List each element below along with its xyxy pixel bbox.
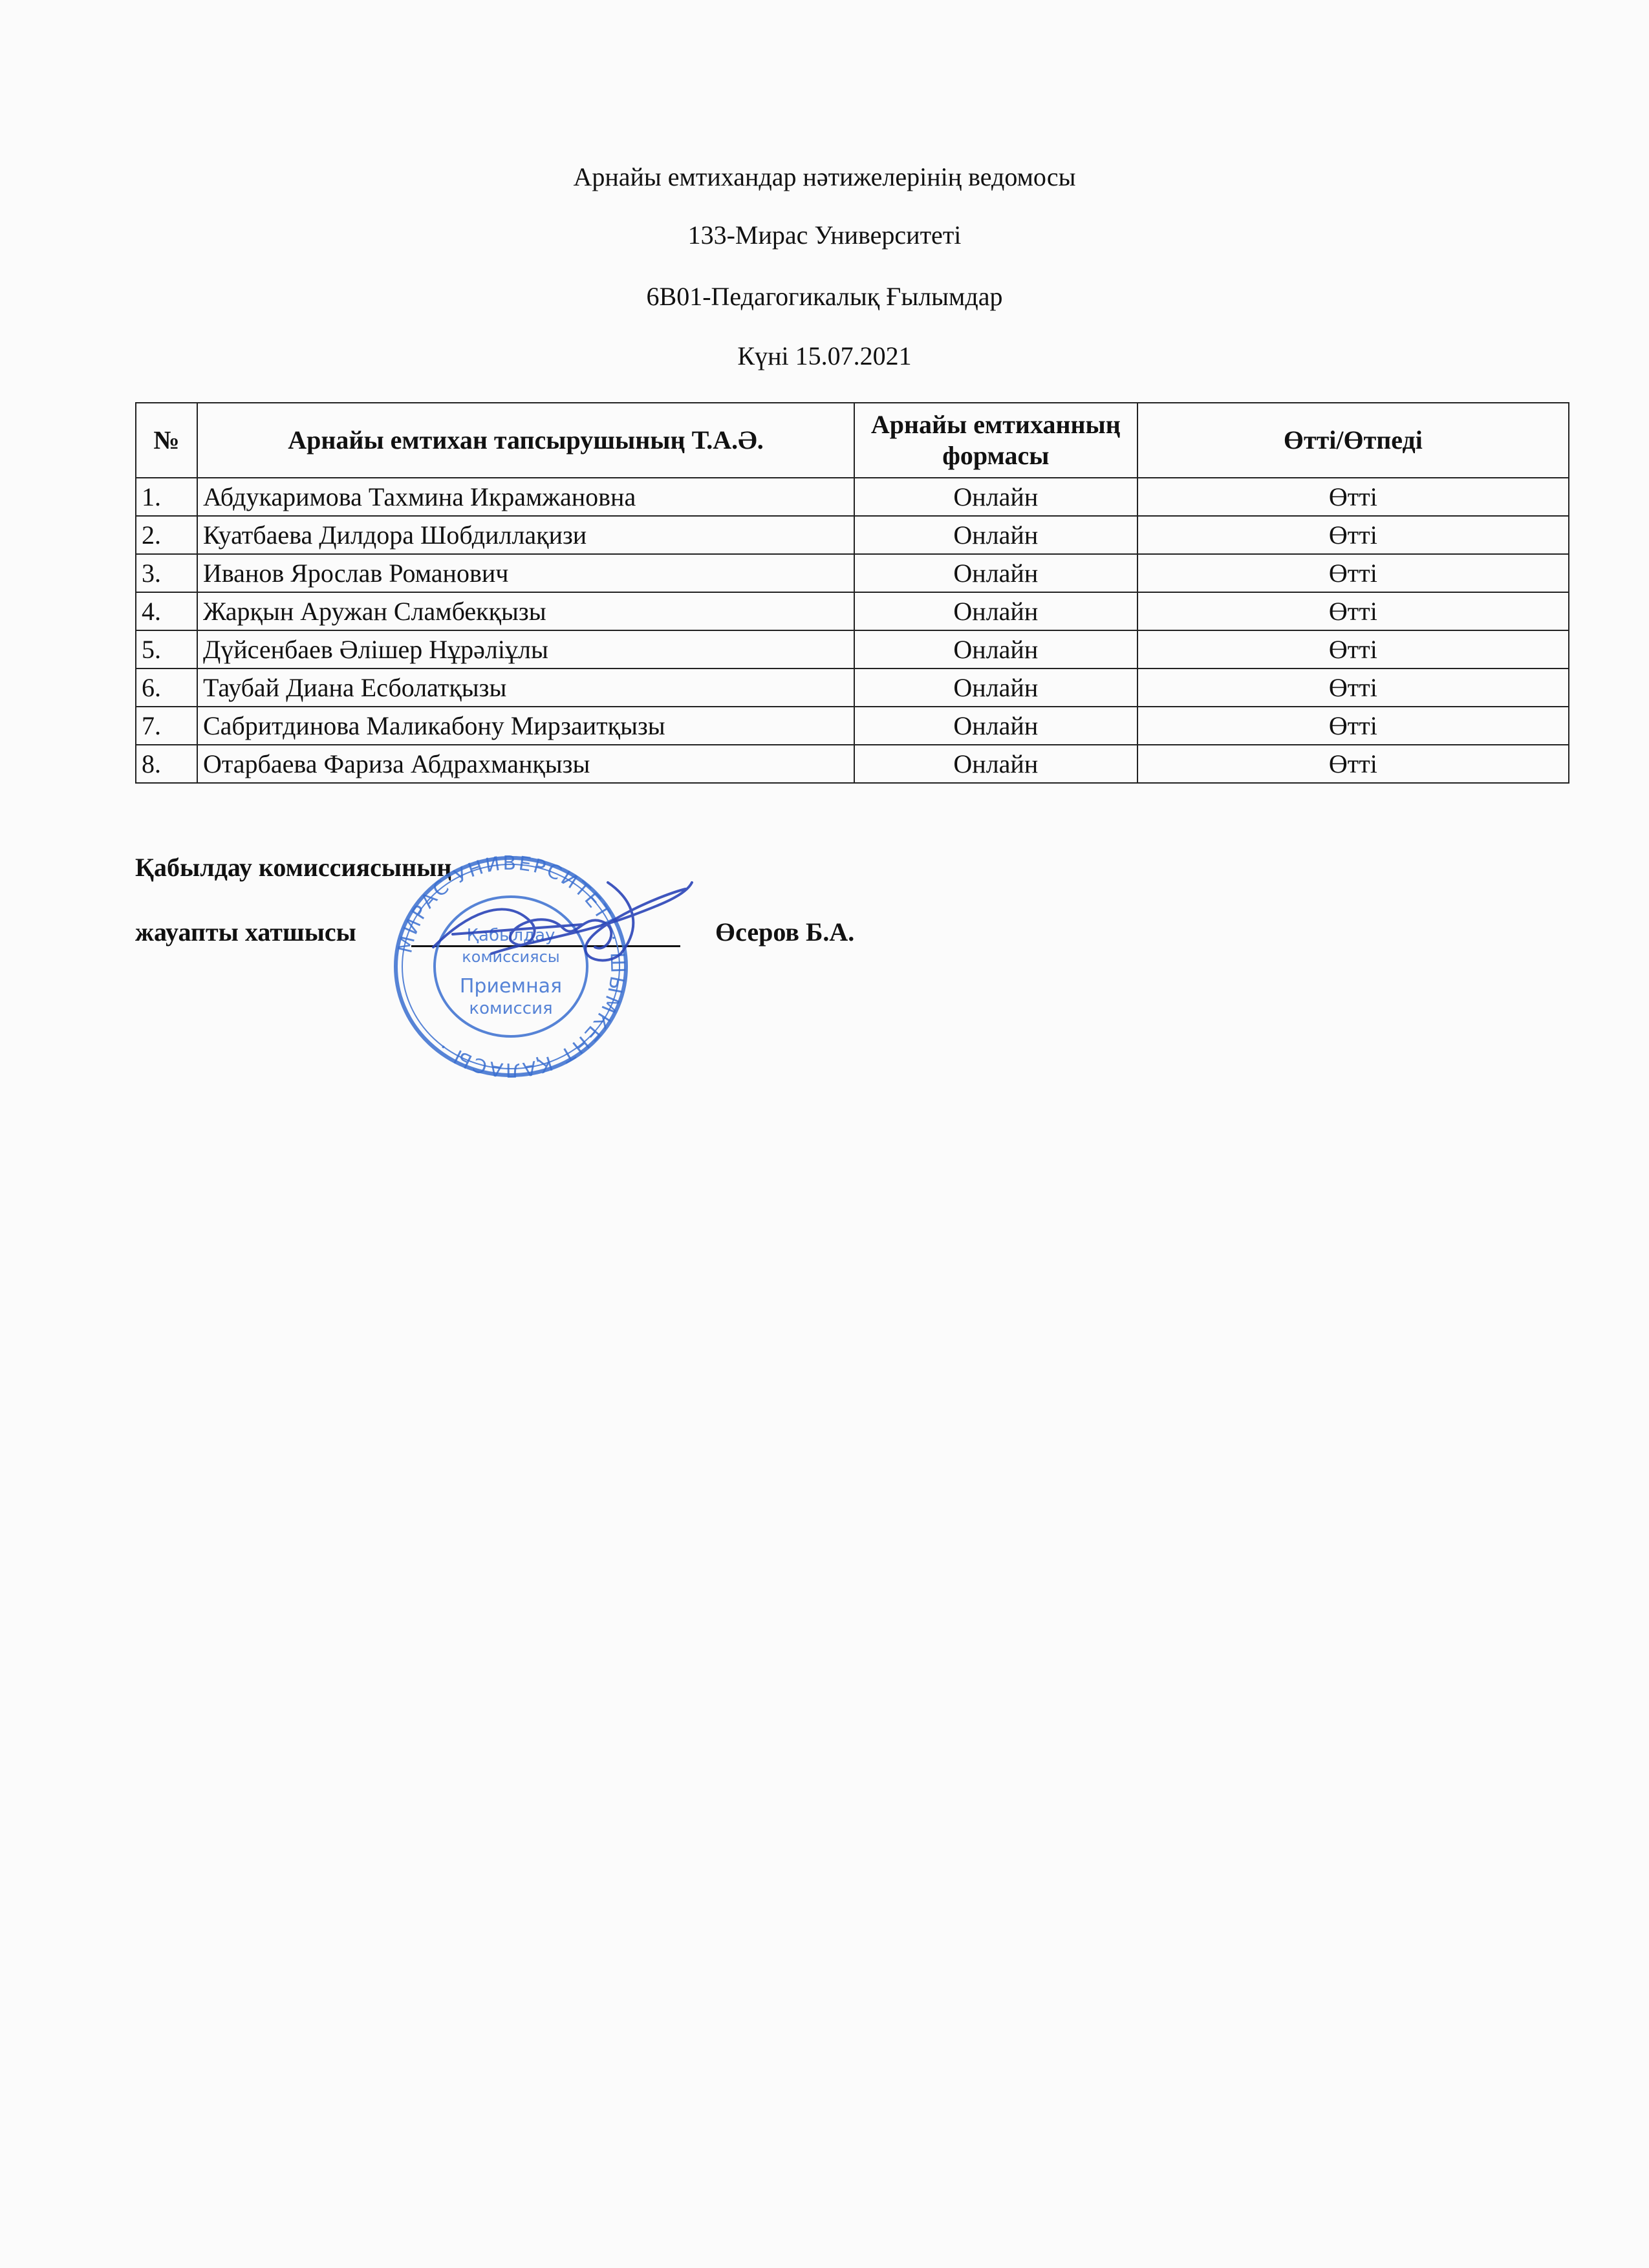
row-form: Онлайн <box>854 630 1137 669</box>
row-form: Онлайн <box>854 592 1137 630</box>
table-row <box>136 592 1569 630</box>
row-result: Өтті <box>1137 554 1569 592</box>
table-row <box>136 745 1569 783</box>
table-row <box>136 478 1569 516</box>
row-name: Дүйсенбаев Әлішер Нұрәліұлы <box>197 630 854 669</box>
handwritten-signature-icon <box>414 870 698 973</box>
row-num: 4. <box>136 592 197 630</box>
table-row <box>136 554 1569 592</box>
svg-text:МИРАС УНИВЕРСИТЕТІ · ШЫМКЕНТ Қ: МИРАС УНИВЕРСИТЕТІ · ШЫМКЕНТ ҚАЛАСЫ · <box>394 851 629 1082</box>
row-result: Өтті <box>1137 592 1569 630</box>
table-row <box>136 707 1569 745</box>
row-form: Онлайн <box>854 669 1137 707</box>
signature-label-line2: жауапты хатшысы <box>135 917 356 947</box>
table-header-row <box>136 403 1569 478</box>
row-num: 6. <box>136 669 197 707</box>
row-num: 8. <box>136 745 197 783</box>
svg-text:Қабылдау: Қабылдау <box>466 926 555 945</box>
row-form: Онлайн <box>854 516 1137 554</box>
university-name: 133-Мирас Университеті <box>687 220 962 250</box>
row-name: Жарқын Аружан Сламбекқызы <box>197 592 854 630</box>
table-row <box>136 669 1569 707</box>
row-form: Онлайн <box>854 554 1137 592</box>
row-result: Өтті <box>1137 516 1569 554</box>
row-result: Өтті <box>1137 669 1569 707</box>
row-num: 5. <box>136 630 197 669</box>
row-name: Отарбаева Фариза Абдрахманқызы <box>197 745 854 783</box>
row-result: Өтті <box>1137 707 1569 745</box>
header-result: Өтті/Өтпеді <box>1137 403 1569 478</box>
header-num: № <box>136 403 197 478</box>
exam-date: Күні 15.07.2021 <box>737 341 912 370</box>
secretary-name: Өсеров Б.А. <box>715 917 855 947</box>
svg-text:Приемная: Приемная <box>459 975 563 998</box>
header-form: Арнайы емтиханның формасы <box>854 403 1137 478</box>
row-result: Өтті <box>1137 478 1569 516</box>
row-num: 1. <box>136 478 197 516</box>
row-num: 7. <box>136 707 197 745</box>
row-form: Онлайн <box>854 745 1137 783</box>
row-name: Иванов Ярослав Романович <box>197 554 854 592</box>
row-name: Абдукаримова Тахмина Икрамжановна <box>197 478 854 516</box>
row-name: Таубай Диана Есболатқызы <box>197 669 854 707</box>
signature-label-line1: Қабылдау комиссиясының <box>135 853 452 882</box>
svg-text:комиссиясы: комиссиясы <box>462 948 560 966</box>
row-result: Өтті <box>1137 745 1569 783</box>
row-num: 3. <box>136 554 197 592</box>
document-title: Арнайы емтихандар нәтижелерінің ведомосы <box>573 162 1076 191</box>
header-name: Арнайы емтихан тапсырушының Т.А.Ә. <box>197 403 854 478</box>
row-form: Онлайн <box>854 478 1137 516</box>
table-row <box>136 630 1569 669</box>
row-result: Өтті <box>1137 630 1569 669</box>
row-name: Сабритдинова Маликабону Мирзаитқызы <box>197 707 854 745</box>
row-name: Куатбаева Дилдора Шобдиллақизи <box>197 516 854 554</box>
results-table <box>135 402 1569 784</box>
table-row <box>136 516 1569 554</box>
program-name: 6В01-Педагогикалық Ғылымдар <box>646 282 1003 311</box>
row-num: 2. <box>136 516 197 554</box>
svg-text:комиссия: комиссия <box>469 999 553 1018</box>
row-form: Онлайн <box>854 707 1137 745</box>
